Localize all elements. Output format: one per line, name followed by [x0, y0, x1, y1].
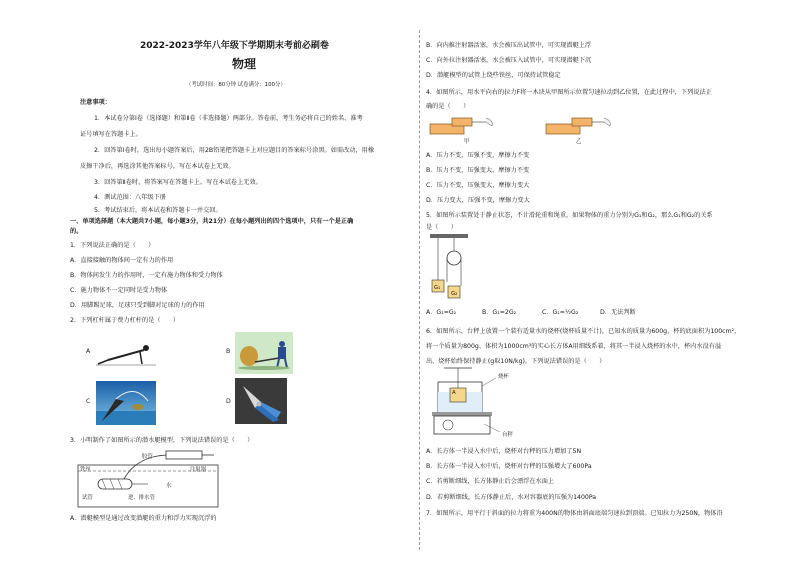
label-syringe: 注射器: [190, 467, 207, 473]
block-figure-jia: [428, 116, 500, 136]
q6-option-b: B．长方体一半浸入水中后，烧杯对台秤的压强增大了600Pa: [426, 463, 592, 470]
label-tube: 试管: [82, 495, 93, 501]
q5-stem-cont: 是（ ）: [426, 224, 457, 231]
q2-label-b: B: [226, 348, 231, 355]
label-block-a: A: [452, 390, 456, 396]
block-figure-yi: [544, 116, 616, 136]
q4-option-c: C．压力不变，压强变大，摩擦力变大: [426, 182, 530, 189]
label-yi: 乙: [576, 139, 582, 145]
pulley-figure: [428, 232, 472, 304]
notice-line: 4．测试范围：八年级下册: [94, 194, 166, 201]
q1-option-c: C．施力物体不一定同时是受力物体: [70, 287, 168, 294]
notice-line: 皮擦干净后，再选涂其他答案标号。写在本试卷上无效。: [80, 163, 235, 170]
q2-label-a: A: [86, 348, 91, 355]
q2-stem: 2．下列杠杆属于费力杠杆的是（ ）: [70, 317, 180, 324]
q3-stem: 3．小明制作了如图所示的潜水艇模型，下列说法错误的是（ ）: [70, 437, 254, 444]
notice-line: 2．回答第Ⅰ卷时，选出每小题答案后，用2B铅笔把答题卡上对应题目的答案标号涂黑。如需改动，用橡: [94, 147, 375, 154]
label-water: 水: [166, 483, 172, 489]
q1-stem: 1．下列说法正确的是（ ）: [70, 242, 155, 249]
q2-label-d: D: [226, 398, 231, 405]
q1-option-a: A．直接接触的物体间一定有力的作用: [70, 257, 174, 264]
q5-option-c: C．G₁=½G₂: [542, 309, 579, 316]
notice-line: 3．回答第Ⅱ卷时，将答案写在答题卡上。写在本试卷上无效。: [94, 179, 262, 186]
notice-line: 证号填写在答题卡上。: [80, 131, 142, 138]
section-heading: 一、单项选择题（本大题共7小题，每小题3分，共21分）在每小题列出的四个选项中，只有一个是正确: [70, 218, 354, 225]
q6-option-d: D．若剪断细线，长方体静止后，水对容器底的压强为1400Pa: [426, 494, 597, 501]
q3-option-a: A．潜艇模型是通过改变潜艇的重力和浮力实现沉浮的: [70, 515, 217, 522]
q6-option-c: C．若剪断细线，长方体静止后会漂浮在水面上: [426, 478, 555, 485]
q3-option-d: D．潜艇模型的试管上绕些铁丝，可保持试管稳定: [426, 72, 561, 79]
q6-line2: 将一个质量为800g、体积为1000cm³的实心长方体A用细线系着，将其一半浸入烧杯的水中，杯内水没有溢: [426, 343, 722, 350]
q3-option-b: B．向内推注射器活塞，水会被压出试管中，可实现潜艇上浮: [426, 42, 592, 49]
label-hose: 胶管: [142, 454, 153, 460]
q4-option-a: A．压力不变，压强不变，摩擦力不变: [426, 152, 530, 159]
q3-option-c: C．向外拉注射器活塞，水会被压入试管中，可实现潜艇下沉: [426, 57, 592, 64]
q6-line3: 出，烧杯始终保持静止(g取10N/kg)。下列说法错误的是（ ）: [426, 358, 606, 365]
q4-stem: 4．如图所示，用水平向右的拉力F将一木块从甲图所示位置匀速拉动到乙位置，在此过程中，下列说法正: [426, 89, 712, 96]
exam-title: 2022-2023学年八年级下学期期末考前必刷卷: [140, 41, 329, 51]
q1-option-b: B．物体间发生力的作用时，一定有施力物体和受力物体: [70, 272, 223, 279]
crowbar-figure: [235, 332, 293, 374]
column-divider: [419, 30, 420, 550]
q5-option-d: D．无法判断: [600, 309, 636, 316]
q6-line1: 6．如图所示，台秤上放置一个装有适量水的烧杯(烧杯质量不计)，已知水的质量为600g，杯的底面积为100cm²，: [426, 328, 741, 335]
pliers-figure: [235, 378, 287, 424]
label-g2: G₂: [451, 291, 458, 297]
q5-option-a: A．G₁=G₂: [426, 309, 457, 316]
fishing-figure: [96, 381, 156, 425]
label-wire: 铁丝: [80, 467, 91, 473]
q5-stem: 5．如图所示装置处于静止状态，不计滑轮重和绳重，如果物体的重力分别为G₁和G₂，那么G₁和G₂的关系: [426, 212, 713, 219]
q4-option-d: D．压力变大，压强不变，摩擦力变大: [426, 197, 530, 204]
q4-option-b: B．压力不变，压强变大，摩擦力不变: [426, 167, 530, 174]
q4-stem-cont: 确的是（ ）: [426, 103, 470, 110]
label-g1: G₁: [434, 285, 441, 291]
q6-option-a: A．长方体一半浸入水中后，烧杯对台秤的压力增加了5N: [426, 448, 582, 455]
label-beaker: 烧杯: [498, 374, 509, 380]
q7-line1: 7．如图所示，用平行于斜面的拉力将重为400N的物体由斜面底端匀速拉到顶端。已知拉力为250N，物体沿: [426, 510, 723, 517]
notice-title: 注意事项：: [80, 99, 111, 106]
q1-option-d: D．用脚踢足球，足球只受到脚对足球的力的作用: [70, 302, 205, 309]
q2-label-c: C: [86, 398, 91, 405]
exam-info: （考试时间：80分钟 试卷满分：100分）: [186, 82, 286, 88]
submarine-model-figure: [76, 447, 236, 509]
pushup-figure: [96, 340, 158, 370]
label-jia: 甲: [464, 139, 470, 145]
label-inlet: 进、排水管: [128, 495, 155, 501]
notice-line: 1．本试卷分第Ⅰ卷（选择题）和第Ⅱ卷（非选择题）两部分。答卷前，考生务必将自己的姓名、准考: [94, 115, 363, 122]
notice-line: 5．考试结束后，将本试卷和答题卡一并交回。: [94, 207, 222, 214]
subject-title: 物理: [232, 57, 257, 71]
q5-option-b: B．G₁=2G₂: [482, 309, 517, 316]
section-heading-cont: 的。: [70, 228, 83, 235]
label-scale: 台秤: [502, 432, 513, 438]
